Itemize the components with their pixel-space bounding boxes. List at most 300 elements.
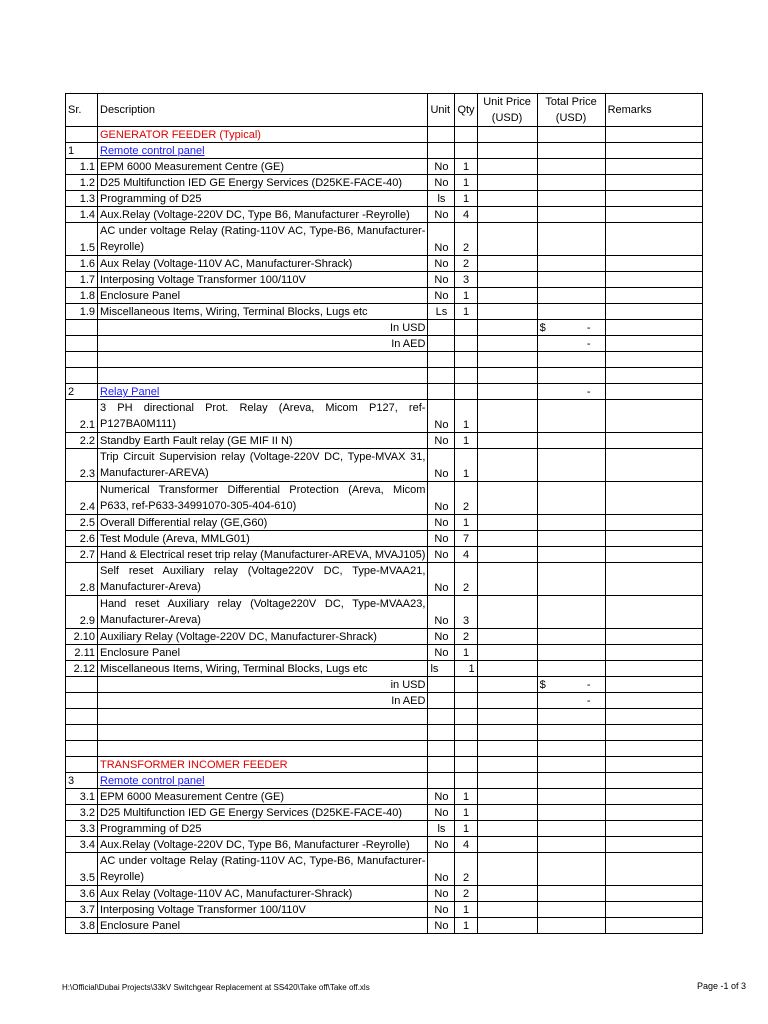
cell-sr <box>66 352 98 368</box>
cell-qty <box>455 384 477 400</box>
cell-unit <box>428 127 455 143</box>
cell-unit-price <box>477 482 537 515</box>
cell-unit <box>428 368 455 384</box>
cell-description: Aux.Relay (Voltage-220V DC, Type B6, Manufacturer -Reyrolle) <box>98 837 428 853</box>
cell-unit-price <box>477 368 537 384</box>
cell-description: AC under voltage Relay (Rating-110V AC, Type-B6, Manufacturer-Reyrolle) <box>98 853 428 886</box>
cell-remarks <box>605 596 702 629</box>
cell-qty <box>455 368 477 384</box>
table-row <box>66 352 703 368</box>
cell-qty: 1 <box>455 661 477 677</box>
section-heading: TRANSFORMER INCOMER FEEDER <box>100 759 288 771</box>
cell-description: AC under voltage Relay (Rating-110V AC, Type-B6, Manufacturer-Reyrolle) <box>98 223 428 256</box>
cell-unit: No <box>428 837 455 853</box>
cell-qty: 1 <box>455 902 477 918</box>
cell-unit-price <box>477 288 537 304</box>
table-row <box>66 853 703 886</box>
cell-remarks <box>605 821 702 837</box>
cell-unit <box>428 143 455 159</box>
cell-qty: 2 <box>455 256 477 272</box>
cell-total-price <box>537 596 605 629</box>
cell-unit-price <box>477 645 537 661</box>
table-row <box>66 693 703 709</box>
cell-unit-price <box>477 547 537 563</box>
cell-remarks <box>605 773 702 789</box>
table-row <box>66 902 703 918</box>
cell-sr: 2.6 <box>66 531 98 547</box>
cell-sr: 3.3 <box>66 821 98 837</box>
cell-unit: No <box>428 288 455 304</box>
table-row <box>66 400 703 433</box>
currency-symbol: $ <box>539 679 546 691</box>
cell-remarks <box>605 741 702 757</box>
cell-unit <box>428 677 455 693</box>
cell-unit: No <box>428 596 455 629</box>
cell-qty <box>455 320 477 336</box>
cell-remarks <box>605 336 702 352</box>
cell-remarks <box>605 645 702 661</box>
cell-remarks <box>605 256 702 272</box>
cell-unit <box>428 709 455 725</box>
cell-description: in USD <box>98 677 428 693</box>
cell-unit: No <box>428 645 455 661</box>
cell-sr: 2.7 <box>66 547 98 563</box>
cell-qty: 1 <box>455 304 477 320</box>
cell-sr: 2.11 <box>66 645 98 661</box>
total-value: - <box>586 322 591 334</box>
cell-unit: No <box>428 433 455 449</box>
total-value: - <box>586 386 591 398</box>
cell-sr: 2.8 <box>66 563 98 596</box>
cell-unit: No <box>428 918 455 934</box>
cell-qty <box>455 773 477 789</box>
section-heading: GENERATOR FEEDER (Typical) <box>100 129 261 141</box>
cell-qty: 1 <box>455 789 477 805</box>
cell-sr: 2 <box>66 384 98 400</box>
cell-sr: 2.2 <box>66 433 98 449</box>
cell-description <box>98 741 428 757</box>
cell-unit <box>428 693 455 709</box>
cell-sr <box>66 725 98 741</box>
cell-unit-price <box>477 320 537 336</box>
section-link[interactable]: Remote control panel <box>100 145 205 157</box>
cell-qty: 1 <box>455 288 477 304</box>
table-row <box>66 336 703 352</box>
cell-unit: ls <box>428 661 455 677</box>
cell-description: Standby Earth Fault relay (GE MIF II N) <box>98 433 428 449</box>
cell-sr: 1.1 <box>66 159 98 175</box>
cell-sr: 1.6 <box>66 256 98 272</box>
cell-sr: 1 <box>66 143 98 159</box>
cell-unit-price <box>477 693 537 709</box>
cell-remarks <box>605 384 702 400</box>
cell-total-price <box>537 629 605 645</box>
cell-total-price <box>537 223 605 256</box>
cell-unit: Ls <box>428 304 455 320</box>
cell-sr: 3.7 <box>66 902 98 918</box>
table-row <box>66 918 703 934</box>
table-row <box>66 288 703 304</box>
cell-sr: 2.9 <box>66 596 98 629</box>
cell-qty: 2 <box>455 482 477 515</box>
cell-unit: No <box>428 256 455 272</box>
header-sr: Sr. <box>66 94 98 127</box>
cell-remarks <box>605 709 702 725</box>
cell-unit-price <box>477 677 537 693</box>
cell-description: Hand & Electrical reset trip relay (Manufacturer-AREVA, MVAJ105) <box>98 547 428 563</box>
cell-sr: 1.3 <box>66 191 98 207</box>
cell-total-price <box>537 433 605 449</box>
cell-unit <box>428 336 455 352</box>
cell-sr: 1.7 <box>66 272 98 288</box>
cell-unit <box>428 773 455 789</box>
cell-remarks <box>605 853 702 886</box>
cell-description: In AED <box>98 336 428 352</box>
cell-unit-price <box>477 191 537 207</box>
cell-description: Overall Differential relay (GE,G60) <box>98 515 428 531</box>
header-unit: Unit <box>428 94 455 127</box>
cell-description <box>98 384 428 400</box>
table-row <box>66 368 703 384</box>
table-row <box>66 805 703 821</box>
take-off-sheet <box>65 93 703 934</box>
cell-total-price <box>537 918 605 934</box>
cell-sr: 3.1 <box>66 789 98 805</box>
table-row <box>66 661 703 677</box>
cell-total-price <box>537 902 605 918</box>
cell-qty: 2 <box>455 563 477 596</box>
cell-total-price <box>537 143 605 159</box>
cell-total-price <box>537 853 605 886</box>
cell-qty: 1 <box>455 645 477 661</box>
cell-sr: 3 <box>66 773 98 789</box>
cell-unit: No <box>428 223 455 256</box>
cell-remarks <box>605 918 702 934</box>
cell-unit-price <box>477 741 537 757</box>
cell-total-price <box>537 547 605 563</box>
cell-qty <box>455 693 477 709</box>
table-row <box>66 272 703 288</box>
cell-total-price <box>537 352 605 368</box>
cell-unit-price <box>477 563 537 596</box>
table-body <box>66 127 703 934</box>
header-unit-price: Unit Price (USD) <box>477 94 537 127</box>
cell-qty: 2 <box>455 886 477 902</box>
cell-description <box>98 352 428 368</box>
cell-remarks <box>605 288 702 304</box>
cell-remarks <box>605 902 702 918</box>
table-row <box>66 563 703 596</box>
cell-sr: 2.12 <box>66 661 98 677</box>
table-row <box>66 320 703 336</box>
cell-remarks <box>605 531 702 547</box>
cell-total-price <box>537 661 605 677</box>
cell-description: Self reset Auxiliary relay (Voltage220V DC, Type-MVAA21, Manufacturer-Areva) <box>98 563 428 596</box>
cell-sr <box>66 709 98 725</box>
cell-unit: No <box>428 853 455 886</box>
cell-total-price <box>537 449 605 482</box>
cell-unit-price <box>477 336 537 352</box>
cell-sr: 2.3 <box>66 449 98 482</box>
cell-sr: 2.4 <box>66 482 98 515</box>
cell-description: Aux.Relay (Voltage-220V DC, Type B6, Manufacturer -Reyrolle) <box>98 207 428 223</box>
cell-sr: 2.10 <box>66 629 98 645</box>
table-row <box>66 191 703 207</box>
table-row <box>66 645 703 661</box>
cell-qty <box>455 709 477 725</box>
cell-sr: 3.2 <box>66 805 98 821</box>
table-row <box>66 821 703 837</box>
cell-description: Interposing Voltage Transformer 100/110V <box>98 272 428 288</box>
cell-remarks <box>605 677 702 693</box>
cell-description <box>98 709 428 725</box>
cell-total-price <box>537 127 605 143</box>
footer-page-number: Page -1 of 3 <box>696 981 746 991</box>
cell-unit: ls <box>428 191 455 207</box>
cell-remarks <box>605 320 702 336</box>
cell-qty <box>455 757 477 773</box>
cell-remarks <box>605 886 702 902</box>
cell-total-price <box>537 789 605 805</box>
cell-unit: No <box>428 449 455 482</box>
cell-unit-price <box>477 159 537 175</box>
table-row <box>66 449 703 482</box>
cell-remarks <box>605 223 702 256</box>
cell-sr: 1.5 <box>66 223 98 256</box>
cell-description <box>98 757 428 773</box>
cell-total-price <box>537 256 605 272</box>
cell-sr <box>66 757 98 773</box>
table-row <box>66 515 703 531</box>
cell-total-price <box>537 886 605 902</box>
cell-unit-price <box>477 515 537 531</box>
cell-remarks <box>605 159 702 175</box>
table-row <box>66 757 703 773</box>
cell-description <box>98 773 428 789</box>
cell-qty: 4 <box>455 207 477 223</box>
cell-unit-price <box>477 384 537 400</box>
cell-total-price <box>537 159 605 175</box>
cell-qty <box>455 725 477 741</box>
cell-unit <box>428 725 455 741</box>
cell-qty: 1 <box>455 191 477 207</box>
cell-unit-price <box>477 400 537 433</box>
cell-remarks <box>605 547 702 563</box>
cell-total-price <box>537 272 605 288</box>
cell-description <box>98 127 428 143</box>
cell-unit <box>428 320 455 336</box>
cell-unit-price <box>477 805 537 821</box>
cell-qty: 1 <box>455 805 477 821</box>
cell-sr: 1.2 <box>66 175 98 191</box>
table-row <box>66 256 703 272</box>
header-row <box>66 94 703 127</box>
cell-sr: 1.9 <box>66 304 98 320</box>
table-row <box>66 596 703 629</box>
table-row <box>66 159 703 175</box>
cell-qty: 1 <box>455 449 477 482</box>
table-row <box>66 304 703 320</box>
cell-unit-price <box>477 449 537 482</box>
table-row <box>66 207 703 223</box>
cell-unit-price <box>477 175 537 191</box>
cell-total-price <box>537 757 605 773</box>
cell-unit-price <box>477 352 537 368</box>
cell-sr: 3.4 <box>66 837 98 853</box>
table-row <box>66 531 703 547</box>
cell-description: Interposing Voltage Transformer 100/110V <box>98 902 428 918</box>
cell-sr: 3.5 <box>66 853 98 886</box>
cell-total-price <box>537 805 605 821</box>
cell-unit-price <box>477 789 537 805</box>
cell-unit-price <box>477 821 537 837</box>
cell-total-price <box>537 207 605 223</box>
cell-unit-price <box>477 709 537 725</box>
cell-qty: 4 <box>455 837 477 853</box>
cell-description: D25 Multifunction IED GE Energy Services (D25KE-FACE-40) <box>98 805 428 821</box>
table-row <box>66 175 703 191</box>
table-row <box>66 677 703 693</box>
table-row <box>66 223 703 256</box>
cell-unit: No <box>428 207 455 223</box>
cell-total-price <box>537 482 605 515</box>
cell-description: D25 Multifunction IED GE Energy Services (D25KE-FACE-40) <box>98 175 428 191</box>
cell-description: 3 PH directional Prot. Relay (Areva, Micom P127, ref-P127BA0M111) <box>98 400 428 433</box>
cell-unit-price <box>477 853 537 886</box>
currency-symbol: $ <box>539 322 546 334</box>
cell-qty: 1 <box>455 821 477 837</box>
cell-unit-price <box>477 757 537 773</box>
cell-qty: 2 <box>455 223 477 256</box>
cell-remarks <box>605 693 702 709</box>
cell-description: Miscellaneous Items, Wiring, Terminal Blocks, Lugs etc <box>98 661 428 677</box>
cell-unit: No <box>428 629 455 645</box>
cell-sr <box>66 368 98 384</box>
cell-unit: No <box>428 886 455 902</box>
cell-unit <box>428 352 455 368</box>
cell-total-price <box>537 821 605 837</box>
cell-qty <box>455 143 477 159</box>
cell-unit: No <box>428 789 455 805</box>
cell-unit: No <box>428 272 455 288</box>
cell-description: Programming of D25 <box>98 191 428 207</box>
cell-total-price <box>537 693 605 709</box>
cell-unit-price <box>477 143 537 159</box>
section-link[interactable]: Relay Panel <box>100 386 160 398</box>
table-row <box>66 709 703 725</box>
cell-unit-price <box>477 531 537 547</box>
cell-unit-price <box>477 629 537 645</box>
cell-unit: No <box>428 531 455 547</box>
cell-remarks <box>605 449 702 482</box>
cell-total-price <box>537 563 605 596</box>
table-row <box>66 547 703 563</box>
cell-description <box>98 725 428 741</box>
cell-unit-price <box>477 886 537 902</box>
cell-sr <box>66 320 98 336</box>
cell-unit <box>428 384 455 400</box>
cell-qty: 1 <box>455 159 477 175</box>
cell-qty: 1 <box>455 515 477 531</box>
section-link[interactable]: Remote control panel <box>100 775 205 787</box>
cell-unit-price <box>477 596 537 629</box>
total-value: - <box>586 695 591 707</box>
table-row <box>66 629 703 645</box>
cell-qty <box>455 741 477 757</box>
cell-total-price <box>537 515 605 531</box>
cell-total-price <box>537 400 605 433</box>
cell-sr: 2.5 <box>66 515 98 531</box>
cell-remarks <box>605 304 702 320</box>
cell-unit-price <box>477 902 537 918</box>
cell-sr <box>66 677 98 693</box>
cell-total-price <box>537 709 605 725</box>
cell-qty: 2 <box>455 853 477 886</box>
cell-unit: No <box>428 547 455 563</box>
cell-unit-price <box>477 725 537 741</box>
total-value: - <box>586 679 591 691</box>
cell-remarks <box>605 563 702 596</box>
cell-total-price <box>537 384 605 400</box>
cell-remarks <box>605 207 702 223</box>
cell-unit-price <box>477 304 537 320</box>
cell-remarks <box>605 661 702 677</box>
cell-sr: 1.4 <box>66 207 98 223</box>
cell-description: Enclosure Panel <box>98 645 428 661</box>
cell-total-price <box>537 191 605 207</box>
table-row <box>66 482 703 515</box>
cell-unit-price <box>477 272 537 288</box>
table-row <box>66 384 703 400</box>
cell-unit <box>428 741 455 757</box>
cell-sr: 1.8 <box>66 288 98 304</box>
cell-remarks <box>605 175 702 191</box>
cell-unit: No <box>428 563 455 596</box>
cell-qty: 3 <box>455 596 477 629</box>
cell-description: Auxiliary Relay (Voltage-220V DC, Manufacturer-Shrack) <box>98 629 428 645</box>
cell-total-price <box>537 645 605 661</box>
total-value: - <box>586 338 591 350</box>
cell-description: Miscellaneous Items, Wiring, Terminal Blocks, Lugs etc <box>98 304 428 320</box>
cell-total-price <box>537 531 605 547</box>
table-row <box>66 741 703 757</box>
cell-remarks <box>605 515 702 531</box>
cell-remarks <box>605 368 702 384</box>
cell-unit: No <box>428 400 455 433</box>
cell-description: In AED <box>98 693 428 709</box>
cell-description: EPM 6000 Measurement Centre (GE) <box>98 789 428 805</box>
cell-total-price <box>537 741 605 757</box>
cell-total-price <box>537 336 605 352</box>
cell-unit-price <box>477 207 537 223</box>
table-row <box>66 143 703 159</box>
cell-qty: 2 <box>455 629 477 645</box>
cell-remarks <box>605 789 702 805</box>
cell-sr <box>66 127 98 143</box>
header-description: Description <box>98 94 428 127</box>
cell-qty: 7 <box>455 531 477 547</box>
cell-qty: 1 <box>455 433 477 449</box>
cell-total-price <box>537 175 605 191</box>
cell-total-price <box>537 368 605 384</box>
table-row <box>66 127 703 143</box>
cell-qty <box>455 677 477 693</box>
cell-qty: 1 <box>455 400 477 433</box>
cell-total-price <box>537 320 605 336</box>
cell-remarks <box>605 143 702 159</box>
cell-remarks <box>605 433 702 449</box>
cell-qty <box>455 336 477 352</box>
